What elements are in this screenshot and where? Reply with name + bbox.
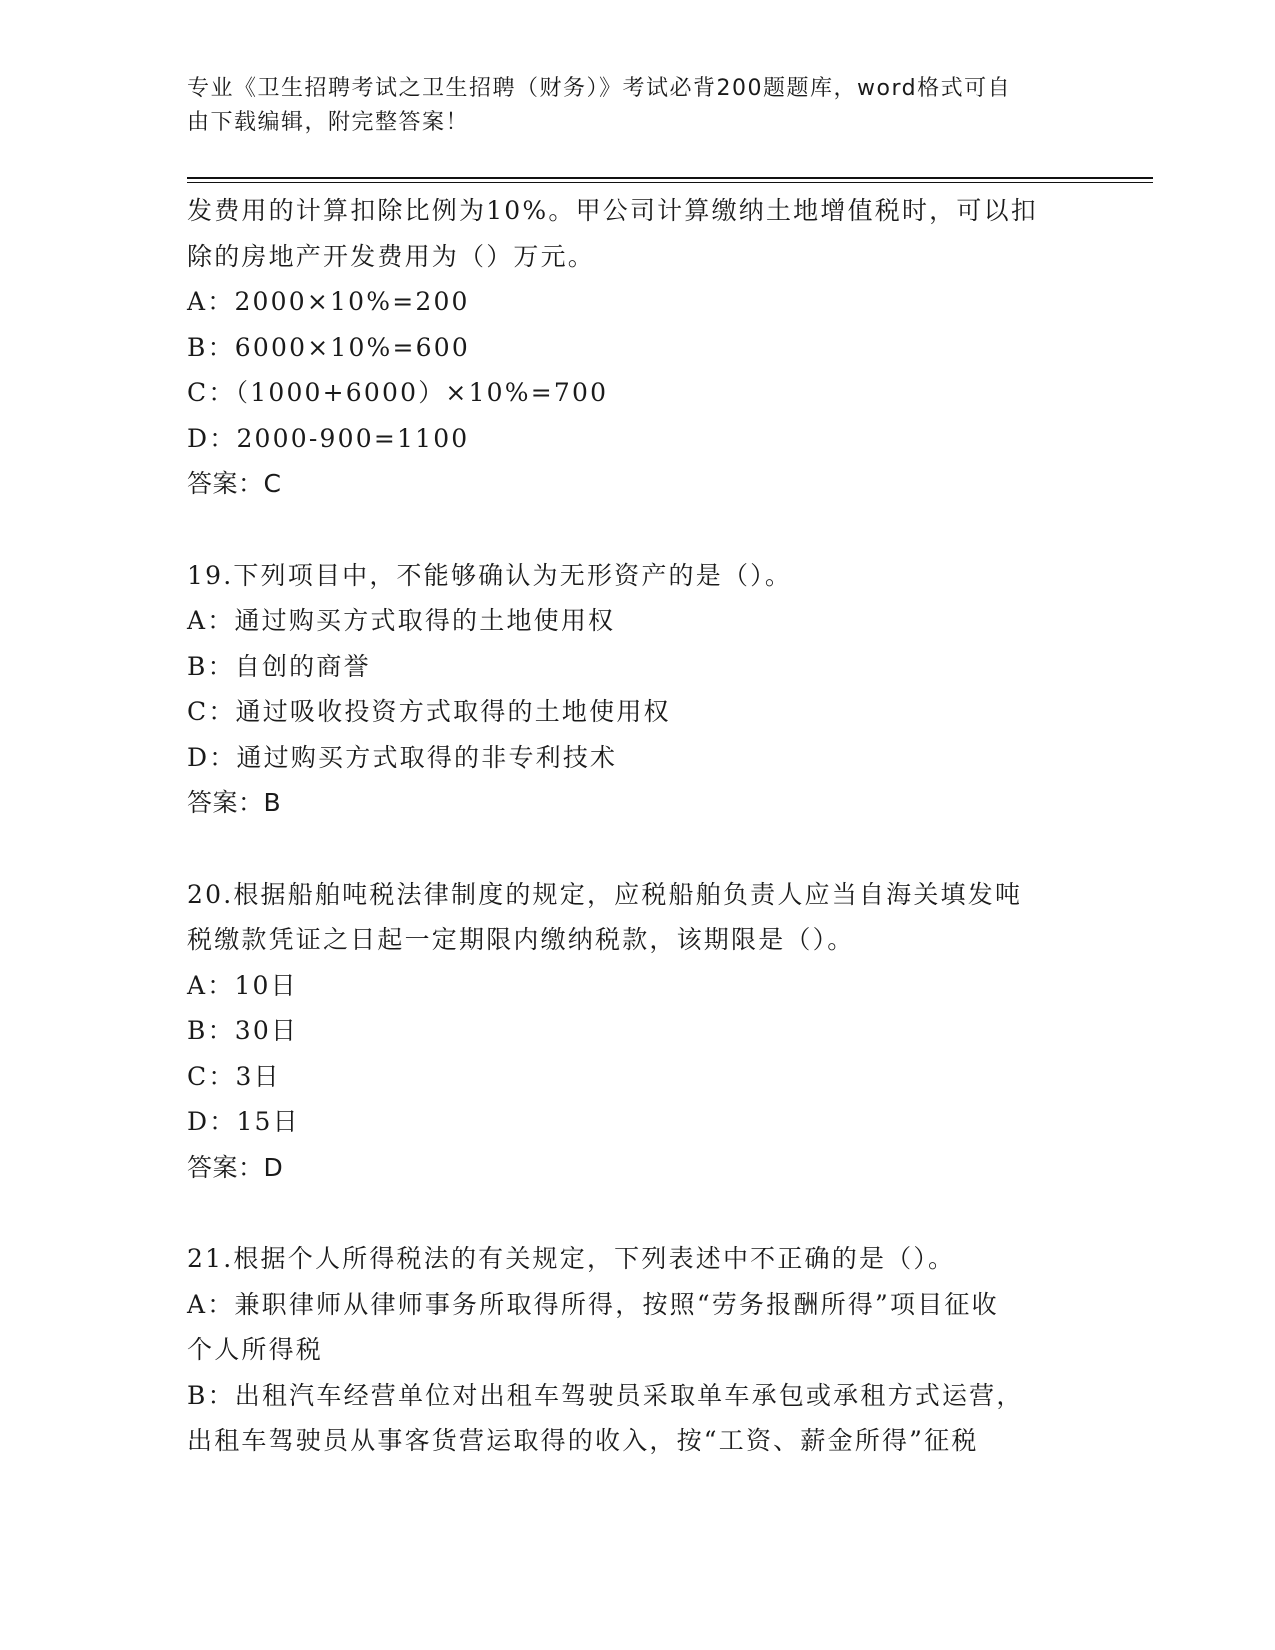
header-divider-thin xyxy=(187,182,1153,183)
option-b: B：出租汽车经营单位对出租车驾驶员采取单车承包或承租方式运营， xyxy=(187,1380,1024,1410)
question-stem: 税缴款凭证之日起一定期限内缴纳税款，该期限是（）。 xyxy=(187,925,855,954)
option-c: C：通过吸收投资方式取得的土地使用权 xyxy=(187,697,671,726)
option-a: A：兼职律师从律师事务所取得所得，按照“劳务报酬所得”项目征收 xyxy=(187,1289,999,1319)
spacer xyxy=(187,1190,1087,1236)
question-18 xyxy=(187,188,1087,507)
question-stem: 发费用的计算扣除比例为10%。甲公司计算缴纳土地增值税时，可以扣 xyxy=(187,196,1038,225)
question-stem: 20.根据船舶吨税法律制度的规定，应税船舶负责人应当自海关填发吨 xyxy=(187,879,1023,909)
question-19 xyxy=(187,553,1087,826)
option-b: 出租车驾驶员从事客货营运取得的收入，按“工资、薪金所得”征税 xyxy=(187,1426,979,1455)
option-c: C：（1000+6000）×10%=700 xyxy=(187,378,609,407)
option-c: C：3日 xyxy=(187,1061,281,1091)
answer-line: 答案：B xyxy=(187,788,282,817)
option-a: A：10日 xyxy=(187,970,298,1000)
question-stem: 除的房地产开发费用为（）万元。 xyxy=(187,241,596,271)
option-a: 个人所得税 xyxy=(187,1335,324,1364)
spacer xyxy=(187,826,1087,872)
document-header xyxy=(187,72,1067,140)
answer-line: 答案：C xyxy=(187,469,282,498)
question-stem: 19.下列项目中，不能够确认为无形资产的是（）。 xyxy=(187,560,793,590)
option-d: D：2000-900=1100 xyxy=(187,423,470,453)
option-a: A：2000×10%=200 xyxy=(187,287,470,316)
option-a: A：通过购买方式取得的土地使用权 xyxy=(187,606,616,635)
spacer xyxy=(187,507,1087,553)
option-b: B：30日 xyxy=(187,1016,299,1045)
answer-line: 答案：D xyxy=(187,1152,284,1182)
question-stem: 21.根据个人所得税法的有关规定，下列表述中不正确的是（）。 xyxy=(187,1244,956,1273)
option-d: D：通过购买方式取得的非专利技术 xyxy=(187,742,618,772)
option-b: B：6000×10%=600 xyxy=(187,332,470,362)
header-line-2: 由下载编辑，附完整答案！ xyxy=(187,110,470,135)
option-d: D：15日 xyxy=(187,1107,300,1136)
option-b: B：自创的商誉 xyxy=(187,651,371,681)
header-line-1: 专业《卫生招聘考试之卫生招聘（财务）》考试必背200题题库，word格式可自 xyxy=(187,76,1012,101)
question-list xyxy=(187,188,1087,1464)
question-20 xyxy=(187,872,1087,1191)
header-divider-thick xyxy=(187,177,1153,179)
question-21 xyxy=(187,1236,1087,1464)
